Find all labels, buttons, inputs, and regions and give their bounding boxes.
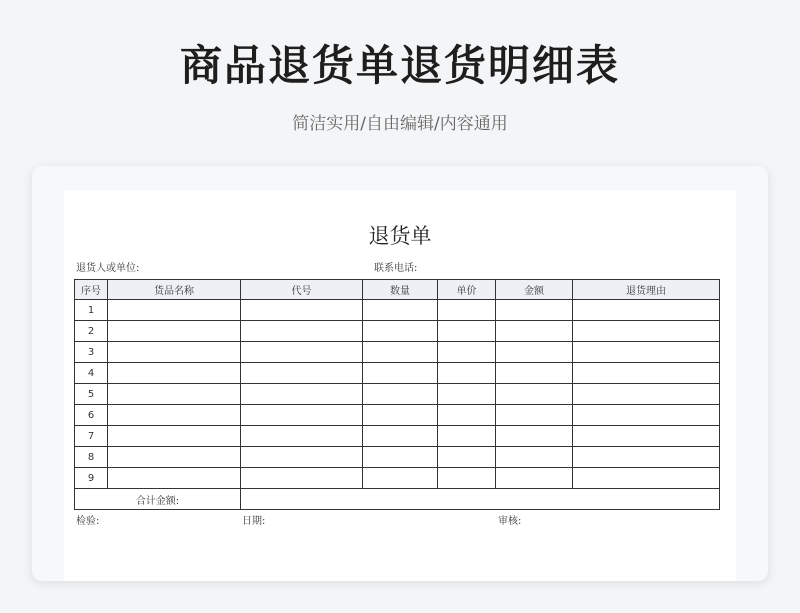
cell-unit-price[interactable] <box>438 447 496 468</box>
column-header-index: 序号 <box>75 280 108 300</box>
cell-item-name[interactable] <box>108 363 241 384</box>
cell-amount[interactable] <box>496 384 573 405</box>
inspect-label: 检验: <box>76 516 100 527</box>
column-header-quantity: 数量 <box>363 280 438 300</box>
table-row <box>75 426 720 447</box>
cell-amount[interactable] <box>496 468 573 489</box>
cell-code[interactable] <box>241 468 363 489</box>
cell-code[interactable] <box>241 447 363 468</box>
cell-unit-price[interactable] <box>438 405 496 426</box>
table-header-row <box>75 280 720 300</box>
row-index: 6 <box>75 405 108 426</box>
column-header-unit-price: 单价 <box>438 280 496 300</box>
column-header-item-name: 货品名称 <box>108 280 241 300</box>
cell-unit-price[interactable] <box>438 342 496 363</box>
row-index: 1 <box>75 300 108 321</box>
cell-item-name[interactable] <box>108 321 241 342</box>
phone-label: 联系电话: <box>374 263 418 274</box>
cell-item-name[interactable] <box>108 447 241 468</box>
cell-item-name[interactable] <box>108 300 241 321</box>
document-sheet <box>64 190 736 581</box>
page-title: 商品退货单退货明细表 <box>179 41 620 90</box>
cell-quantity[interactable] <box>363 300 438 321</box>
cell-amount[interactable] <box>496 321 573 342</box>
cell-reason[interactable] <box>573 426 720 447</box>
table-row <box>75 321 720 342</box>
cell-unit-price[interactable] <box>438 426 496 447</box>
cell-quantity[interactable] <box>363 426 438 447</box>
cell-unit-price[interactable] <box>438 363 496 384</box>
date-label: 日期: <box>242 516 266 527</box>
cell-reason[interactable] <box>573 342 720 363</box>
cell-amount[interactable] <box>496 426 573 447</box>
cell-unit-price[interactable] <box>438 300 496 321</box>
cell-item-name[interactable] <box>108 342 241 363</box>
row-index: 8 <box>75 447 108 468</box>
total-amount-label: 合计金额: <box>75 489 241 510</box>
row-index: 2 <box>75 321 108 342</box>
column-header-code: 代号 <box>241 280 363 300</box>
cell-code[interactable] <box>241 300 363 321</box>
row-index: 5 <box>75 384 108 405</box>
table-row <box>75 405 720 426</box>
table-row <box>75 363 720 384</box>
cell-reason[interactable] <box>573 300 720 321</box>
table-row <box>75 447 720 468</box>
row-index: 7 <box>75 426 108 447</box>
total-row <box>75 489 720 510</box>
preview-card <box>32 166 768 581</box>
cell-reason[interactable] <box>573 468 720 489</box>
form-title: 退货单 <box>368 224 432 248</box>
cell-reason[interactable] <box>573 447 720 468</box>
table-row <box>75 300 720 321</box>
cell-item-name[interactable] <box>108 468 241 489</box>
cell-quantity[interactable] <box>363 342 438 363</box>
cell-quantity[interactable] <box>363 321 438 342</box>
cell-reason[interactable] <box>573 363 720 384</box>
cell-amount[interactable] <box>496 363 573 384</box>
cell-code[interactable] <box>241 321 363 342</box>
review-label: 审核: <box>498 516 522 527</box>
cell-reason[interactable] <box>573 384 720 405</box>
cell-code[interactable] <box>241 384 363 405</box>
cell-amount[interactable] <box>496 405 573 426</box>
cell-amount[interactable] <box>496 342 573 363</box>
returner-label: 退货人或单位: <box>76 263 140 274</box>
cell-item-name[interactable] <box>108 426 241 447</box>
row-index: 9 <box>75 468 108 489</box>
cell-quantity[interactable] <box>363 447 438 468</box>
table-row <box>75 384 720 405</box>
column-header-reason: 退货理由 <box>573 280 720 300</box>
cell-quantity[interactable] <box>363 363 438 384</box>
row-index: 3 <box>75 342 108 363</box>
cell-code[interactable] <box>241 342 363 363</box>
cell-quantity[interactable] <box>363 468 438 489</box>
table-row <box>75 342 720 363</box>
cell-item-name[interactable] <box>108 405 241 426</box>
cell-reason[interactable] <box>573 405 720 426</box>
cell-amount[interactable] <box>496 300 573 321</box>
cell-reason[interactable] <box>573 321 720 342</box>
cell-amount[interactable] <box>496 447 573 468</box>
cell-code[interactable] <box>241 405 363 426</box>
cell-code[interactable] <box>241 426 363 447</box>
cell-quantity[interactable] <box>363 405 438 426</box>
page-subtitle: 简洁实用/自由编辑/内容通用 <box>292 114 508 134</box>
cell-quantity[interactable] <box>363 384 438 405</box>
cell-code[interactable] <box>241 363 363 384</box>
table-row <box>75 468 720 489</box>
return-table <box>74 279 720 510</box>
cell-unit-price[interactable] <box>438 321 496 342</box>
row-index: 4 <box>75 363 108 384</box>
cell-unit-price[interactable] <box>438 468 496 489</box>
column-header-amount: 金额 <box>496 280 573 300</box>
total-amount-cell[interactable] <box>241 489 720 510</box>
cell-item-name[interactable] <box>108 384 241 405</box>
cell-unit-price[interactable] <box>438 384 496 405</box>
